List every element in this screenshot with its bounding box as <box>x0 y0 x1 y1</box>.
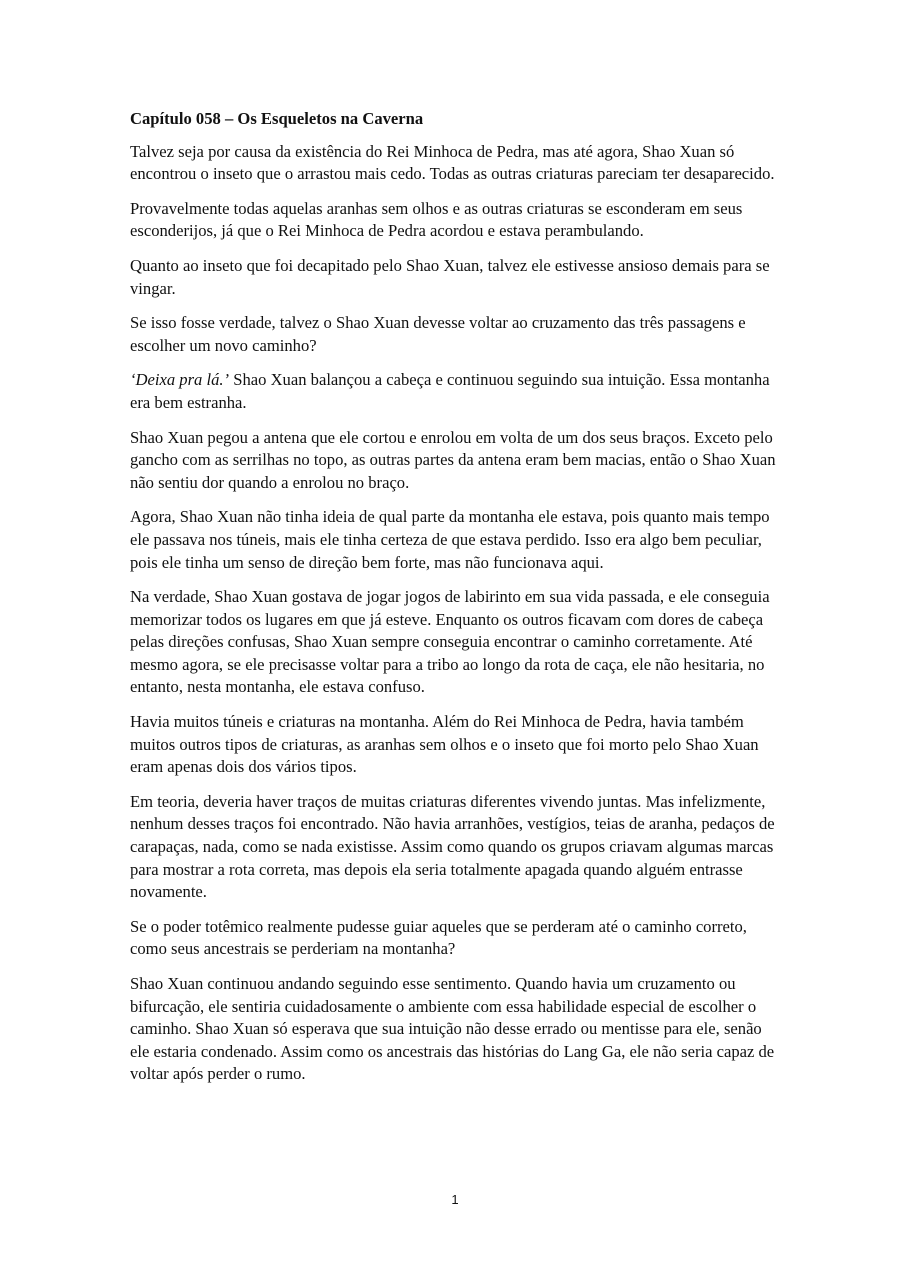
paragraph: Shao Xuan pegou a antena que ele cortou e enrolou em volta de um dos seus braços. Exceto pelo gancho com as serrilhas no topo, as outras partes da antena eram bem macias, então o Shao Xuan não sentiu dor quando a enrolou no braço. <box>130 427 776 492</box>
paragraph: Talvez seja por causa da existência do Rei Minhoca de Pedra, mas até agora, Shao Xuan só encontrou o inseto que o arrastou mais cedo. Todas as outras criaturas pareciam ter desaparecido. <box>130 141 775 184</box>
paragraph: Havia muitos túneis e criaturas na montanha. Além do Rei Minhoca de Pedra, havia também muitos outros tipos de criaturas, as aranhas sem olhos e o inseto que foi morto pelo Shao Xuan eram apenas dois dos vários tipos. <box>130 712 759 777</box>
paragraph: Quanto ao inseto que foi decapitado pelo Shao Xuan, talvez ele estivesse ansioso demais para se vingar. <box>130 255 770 298</box>
chapter-title: Capítulo 058 – Os Esqueletos na Caverna <box>130 109 424 128</box>
paragraph: Se o poder totêmico realmente pudesse guiar aqueles que se perderam até o caminho correto, como seus ancestrais se perderiam na montanha? <box>130 916 747 959</box>
paragraph-with-italic <box>130 369 782 414</box>
paragraph: Se isso fosse verdade, talvez o Shao Xuan devesse voltar ao cruzamento das três passagens e escolher um novo caminho? <box>130 313 746 355</box>
paragraph: Shao Xuan continuou andando seguindo esse sentimento. Quando havia um cruzamento ou bifurcação, ele sentiria cuidadosamente o ambiente com essa habilidade especial de escolher o caminho. Shao Xuan só esperava que sua intuição não desse errado ou mentisse para ele, senão ele estaria condenado. Assim como os ancestrais das histórias do Lang Ga, ele não seria capaz de voltar após perder o rumo. <box>130 974 775 1084</box>
italic-thought: ‘Deixa pra lá.’ <box>130 370 230 390</box>
page-content <box>130 108 782 1098</box>
paragraph: Agora, Shao Xuan não tinha ideia de qual parte da montanha ele estava, pois quanto mais tempo ele passava nos túneis, mais ele tinha certeza de que estava perdido. Isso era algo bem peculiar, pois ele tinha um senso de direção bem forte, mas não funcionava aqui. <box>130 507 770 572</box>
paragraph: Na verdade, Shao Xuan gostava de jogar jogos de labirinto em sua vida passada, e ele conseguia memorizar todos os lugares em que já esteve. Enquanto os outros ficavam com dores de cabeça pelas direções confusas, Shao Xuan sempre conseguia encontrar o caminho corretamente. Até mesmo agora, se ele precisasse voltar para a tribo ao longo da rota de caça, ele não hesitaria, no entanto, nesta montanha, ele estava confuso. <box>130 587 770 697</box>
paragraph: Provavelmente todas aquelas aranhas sem olhos e as outras criaturas se esconderam em seus esconderijos, já que o Rei Minhoca de Pedra acordou e estava perambulando. <box>130 198 743 241</box>
paragraph: Em teoria, deveria haver traços de muitas criaturas diferentes vivendo juntas. Mas infelizmente, nenhum desses traços foi encontrado. Não havia arranhões, vestígios, teias de aranha, pedaços de carapaças, nada, como se nada existisse. Assim como quando os grupos criavam algumas marcas para mostrar a rota correta, mas depois ela seria totalmente apagada quando alguém entrasse novamente. <box>130 791 775 902</box>
page-number: 1 <box>451 1192 459 1207</box>
paragraph-text: Shao Xuan balançou a cabeça e continuou seguindo sua intuição. Essa montanha era bem estranha. <box>130 370 770 412</box>
